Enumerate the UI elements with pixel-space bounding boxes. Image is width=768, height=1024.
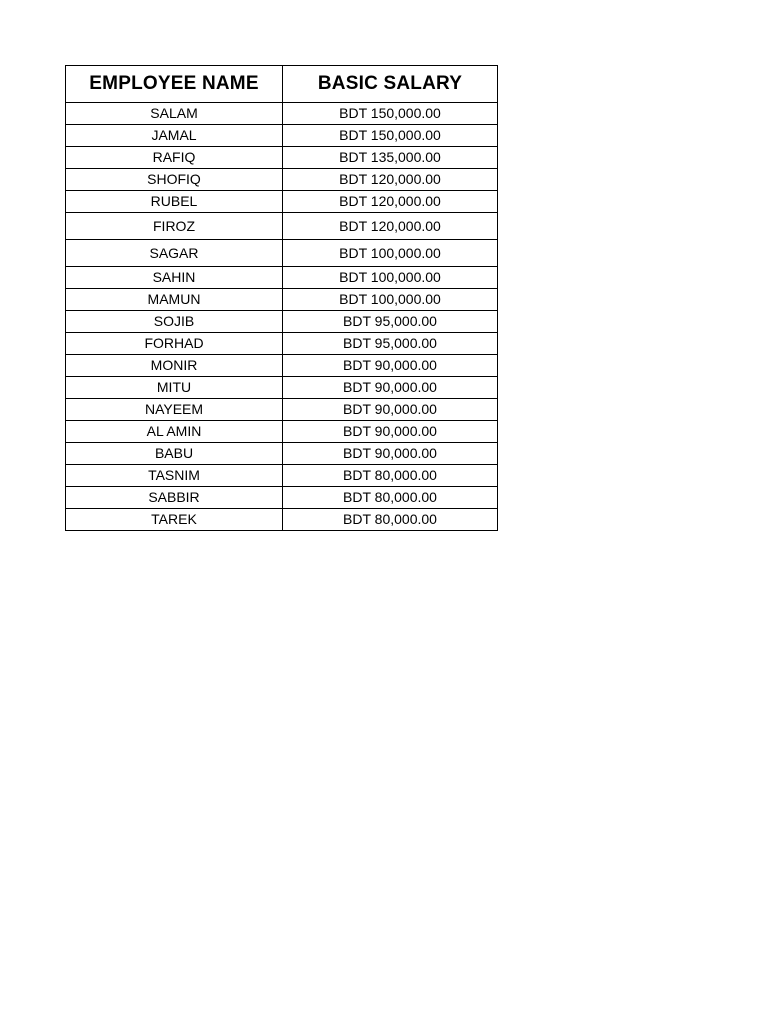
table-row bbox=[66, 191, 498, 213]
basic-salary-cell: BDT 135,000.00 bbox=[283, 147, 498, 169]
basic-salary-cell: BDT 95,000.00 bbox=[283, 311, 498, 333]
basic-salary-cell: BDT 90,000.00 bbox=[283, 377, 498, 399]
basic-salary-cell: BDT 150,000.00 bbox=[283, 125, 498, 147]
table-row bbox=[66, 213, 498, 240]
salary-sheet bbox=[65, 65, 497, 531]
table-row bbox=[66, 465, 498, 487]
basic-salary-cell: BDT 150,000.00 bbox=[283, 103, 498, 125]
table-row bbox=[66, 169, 498, 191]
basic-salary-cell: BDT 95,000.00 bbox=[283, 333, 498, 355]
employee-name-cell: SAGAR bbox=[66, 240, 283, 267]
basic-salary-cell: BDT 80,000.00 bbox=[283, 465, 498, 487]
table-row bbox=[66, 311, 498, 333]
table-row bbox=[66, 267, 498, 289]
table-row bbox=[66, 289, 498, 311]
employee-name-cell: AL AMIN bbox=[66, 421, 283, 443]
table-row bbox=[66, 509, 498, 531]
table-row bbox=[66, 377, 498, 399]
basic-salary-cell: BDT 80,000.00 bbox=[283, 487, 498, 509]
basic-salary-cell: BDT 90,000.00 bbox=[283, 355, 498, 377]
basic-salary-cell: BDT 80,000.00 bbox=[283, 509, 498, 531]
basic-salary-cell: BDT 90,000.00 bbox=[283, 421, 498, 443]
employee-name-cell: MONIR bbox=[66, 355, 283, 377]
basic-salary-cell: BDT 90,000.00 bbox=[283, 443, 498, 465]
employee-name-cell: FIROZ bbox=[66, 213, 283, 240]
employee-name-cell: RUBEL bbox=[66, 191, 283, 213]
basic-salary-cell: BDT 100,000.00 bbox=[283, 289, 498, 311]
employee-name-cell: SHOFIQ bbox=[66, 169, 283, 191]
employee-name-cell: SALAM bbox=[66, 103, 283, 125]
basic-salary-cell: BDT 90,000.00 bbox=[283, 399, 498, 421]
table-row bbox=[66, 125, 498, 147]
employee-name-cell: TAREK bbox=[66, 509, 283, 531]
employee-name-cell: RAFIQ bbox=[66, 147, 283, 169]
header-row bbox=[66, 66, 498, 103]
employee-name-cell: SOJIB bbox=[66, 311, 283, 333]
employee-name-cell: MAMUN bbox=[66, 289, 283, 311]
employee-name-cell: SAHIN bbox=[66, 267, 283, 289]
employee-name-cell: BABU bbox=[66, 443, 283, 465]
employee-name-cell: MITU bbox=[66, 377, 283, 399]
table-row bbox=[66, 240, 498, 267]
basic-salary-cell: BDT 100,000.00 bbox=[283, 267, 498, 289]
employee-name-cell: FORHAD bbox=[66, 333, 283, 355]
basic-salary-header: BASIC SALARY bbox=[283, 66, 498, 103]
table-row bbox=[66, 399, 498, 421]
basic-salary-cell: BDT 120,000.00 bbox=[283, 191, 498, 213]
employee-name-cell: TASNIM bbox=[66, 465, 283, 487]
table-row bbox=[66, 103, 498, 125]
salary-table bbox=[65, 65, 498, 531]
basic-salary-cell: BDT 100,000.00 bbox=[283, 240, 498, 267]
employee-name-cell: SABBIR bbox=[66, 487, 283, 509]
table-row bbox=[66, 487, 498, 509]
basic-salary-cell: BDT 120,000.00 bbox=[283, 169, 498, 191]
table-row bbox=[66, 421, 498, 443]
employee-name-header: EMPLOYEE NAME bbox=[66, 66, 283, 103]
table-row bbox=[66, 355, 498, 377]
employee-name-cell: JAMAL bbox=[66, 125, 283, 147]
table-row bbox=[66, 333, 498, 355]
employee-name-cell: NAYEEM bbox=[66, 399, 283, 421]
table-row bbox=[66, 147, 498, 169]
basic-salary-cell: BDT 120,000.00 bbox=[283, 213, 498, 240]
table-row bbox=[66, 443, 498, 465]
